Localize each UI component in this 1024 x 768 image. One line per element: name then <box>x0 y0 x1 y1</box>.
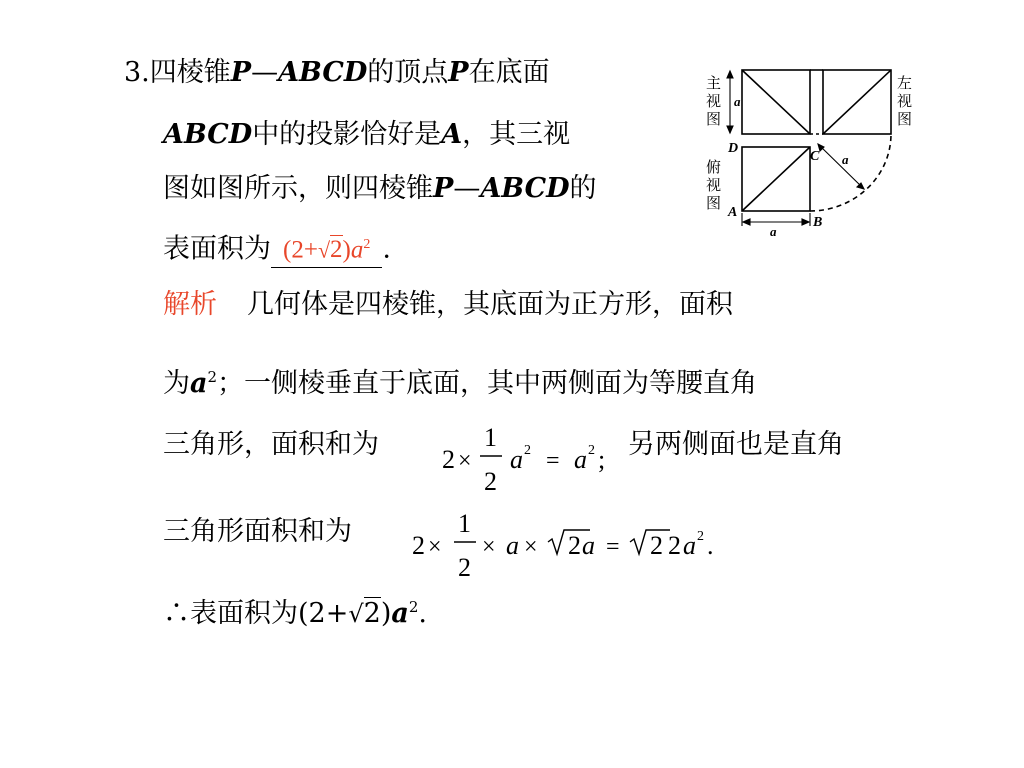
problem-line-1: 3.四棱锥P—ABCD的顶点P在底面 <box>124 57 550 88</box>
svg-text:2: 2 <box>458 553 471 582</box>
front-view-diagonal <box>742 70 810 134</box>
svg-text:2: 2 <box>484 467 497 496</box>
svg-text:a: a <box>574 445 587 474</box>
svg-text:2: 2 <box>668 531 681 560</box>
solution-line-3-left: 三角形，面积和为 <box>163 429 379 460</box>
side-view-label-2: 视 <box>897 94 913 110</box>
point-d-label: D <box>728 141 739 156</box>
svg-text:×: × <box>482 534 496 560</box>
front-view-label-1: 主 <box>706 76 722 92</box>
svg-text:.: . <box>707 531 714 560</box>
therefore-symbol: ∴ <box>163 598 190 629</box>
svg-text:×: × <box>428 534 442 560</box>
equation-1 <box>440 418 630 498</box>
problem-line-2: ABCD中的投影恰好是A，其三视 <box>163 119 571 150</box>
solution-line-1: 解析 几何体是四棱锥，其底面为正方形，面积 <box>163 289 733 320</box>
svg-text:2: 2 <box>697 529 704 544</box>
svg-text:=: = <box>606 534 620 560</box>
svg-text:a: a <box>510 445 523 474</box>
solution-line-4: 三角形面积和为 <box>163 516 352 547</box>
conclusion-line: ∴表面积为$(2+√2)a^2$. <box>163 598 428 629</box>
svg-text:2: 2 <box>650 531 663 560</box>
point-c-label: C <box>810 149 820 164</box>
solution-line-2: 为$a^2$；一侧棱垂直于底面，其中两侧面为等腰直角 <box>163 368 758 399</box>
point-b-label: B <box>813 215 823 230</box>
svg-text:1: 1 <box>484 423 497 452</box>
solution-label: 解析 <box>163 289 217 320</box>
front-view-label-3: 图 <box>706 112 722 128</box>
svg-text:a: a <box>582 531 595 560</box>
svg-text:a: a <box>683 531 696 560</box>
solution-line-3-right: 另两侧面也是直角 <box>628 429 844 460</box>
dim-label-a-base: a <box>770 224 777 239</box>
dim-label-a-front: a <box>734 94 741 109</box>
problem-number: 3. <box>124 57 150 88</box>
svg-text:×: × <box>458 448 472 474</box>
top-view-label-3: 图 <box>706 196 722 212</box>
problem-line-4: 表面积为 $(2+√2)a^2$ . <box>163 228 391 268</box>
dim-radius <box>818 144 864 189</box>
svg-text:2: 2 <box>524 443 531 458</box>
answer-blank: $(2+√2)a^2$ <box>271 228 382 268</box>
dim-label-a-radius: a <box>842 152 849 167</box>
problem-line-3: 图如图所示，则四棱锥P—ABCD的 <box>163 173 597 204</box>
side-view-diagonal <box>823 70 891 134</box>
svg-text:;: ; <box>598 445 606 474</box>
svg-text:=: = <box>546 448 560 474</box>
svg-text:2: 2 <box>588 443 595 458</box>
side-view-label-1: 左 <box>897 76 913 92</box>
equation-2 <box>410 502 730 586</box>
top-view-label-1: 俯 <box>706 160 722 176</box>
top-view-label-2: 视 <box>706 178 722 194</box>
three-view-figure <box>690 62 930 242</box>
front-view-label-2: 视 <box>706 94 722 110</box>
top-view-diagonal <box>742 147 810 211</box>
svg-text:2: 2 <box>442 445 455 474</box>
side-view-label-3: 图 <box>897 112 913 128</box>
point-a-label: A <box>728 205 738 220</box>
svg-text:1: 1 <box>458 509 471 538</box>
svg-text:×: × <box>524 534 538 560</box>
svg-text:a: a <box>506 531 519 560</box>
svg-text:2: 2 <box>568 531 581 560</box>
svg-text:2: 2 <box>412 531 425 560</box>
